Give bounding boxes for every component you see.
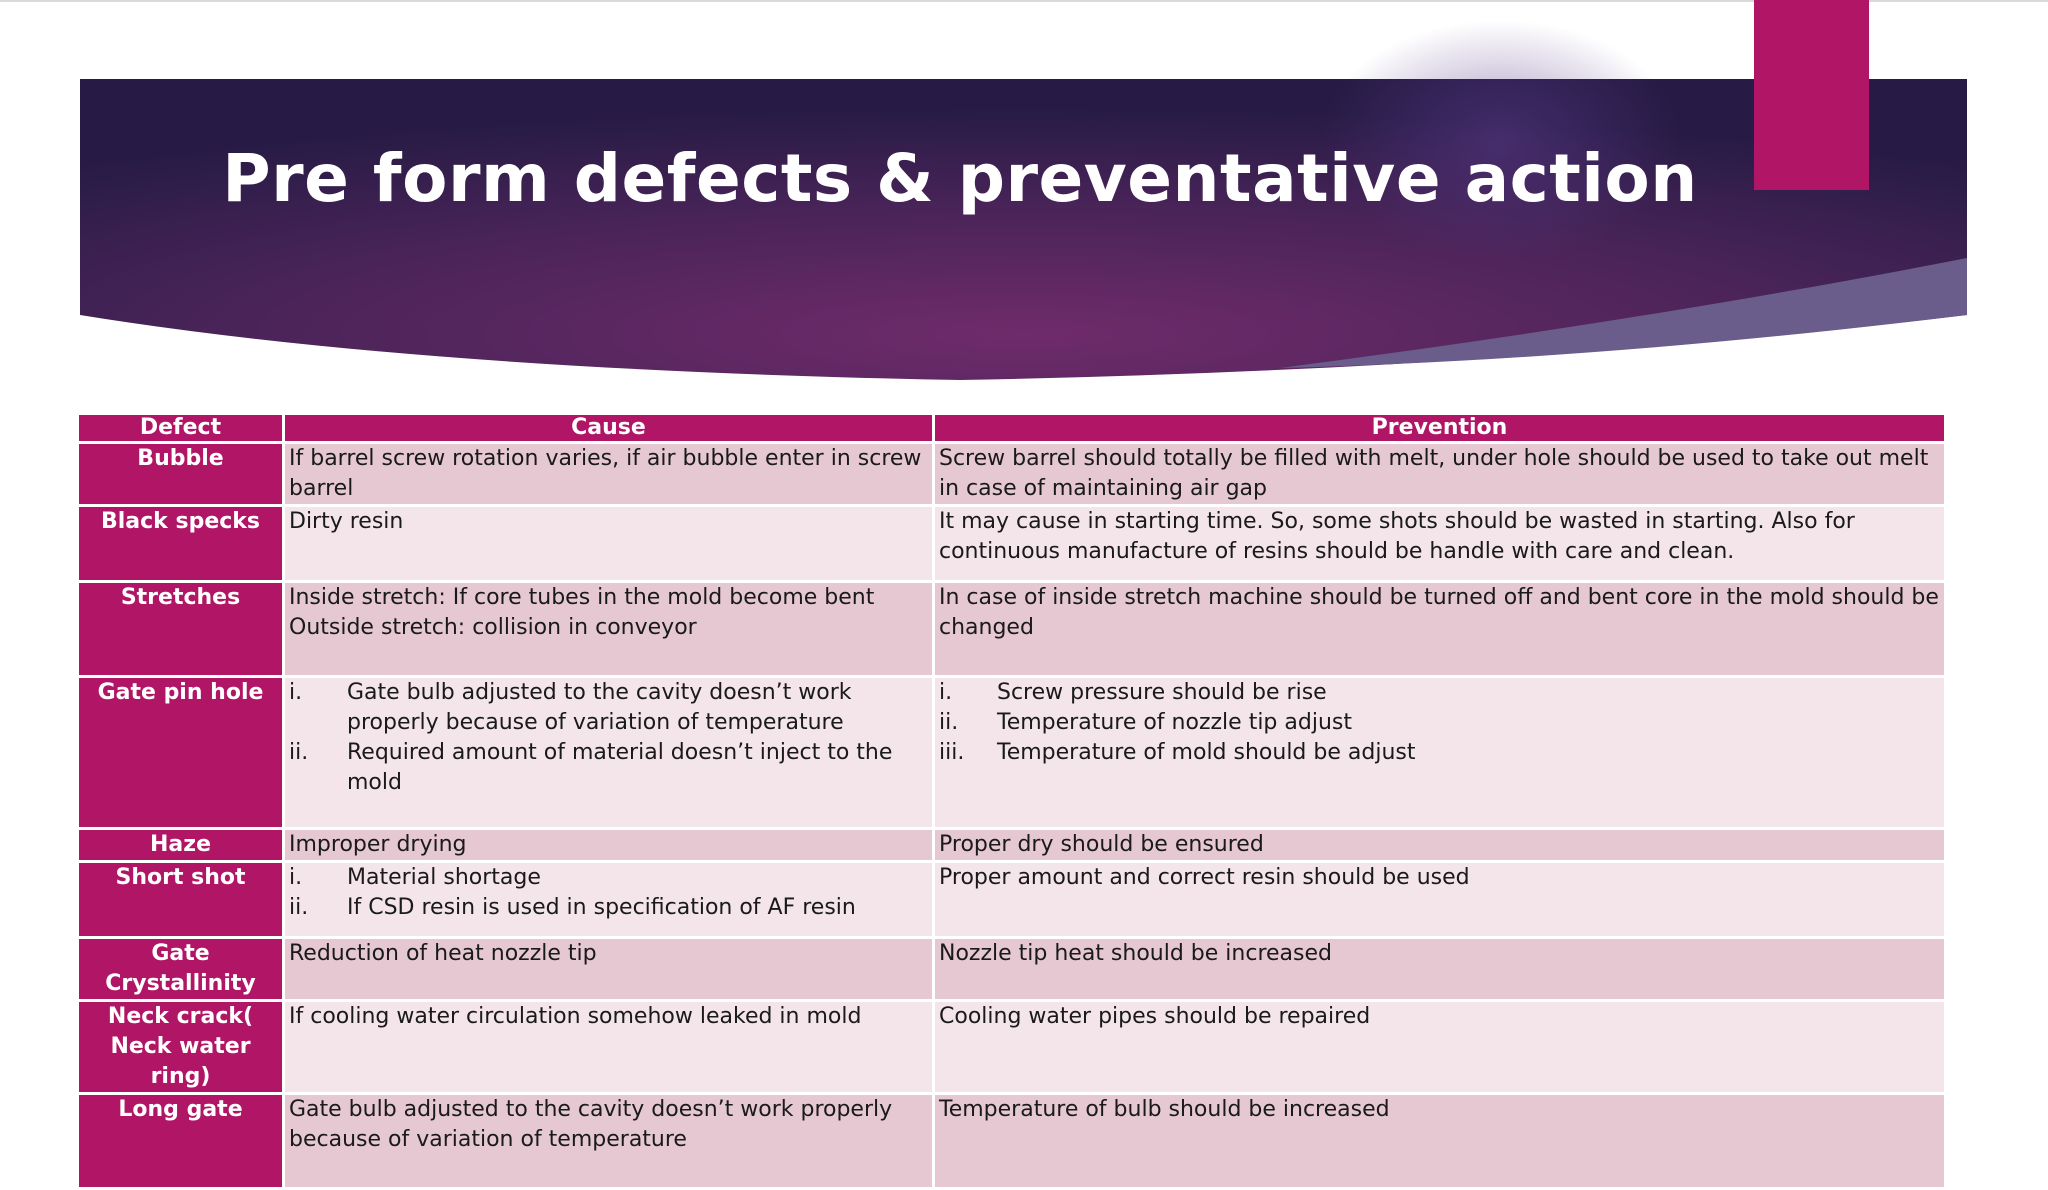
defect-cell: Black specks bbox=[78, 506, 284, 582]
prevention-cell: Screw barrel should totally be filled with melt, under hole should be used to take out melt in case of maintaining air gap bbox=[934, 443, 1946, 506]
prevention-cell: Nozzle tip heat should be increased bbox=[934, 938, 1946, 1001]
cause-cell bbox=[284, 582, 934, 677]
list-number: ii. bbox=[939, 710, 959, 735]
prevention-cell: It may cause in starting time. So, some shots should be wasted in starting. Also for continuous manufacture of resins should be handle with care and clean. bbox=[934, 506, 1946, 582]
defect-cell: Long gate bbox=[78, 1094, 284, 1189]
list-number: ii. bbox=[289, 895, 309, 920]
header-prevention: Prevention bbox=[934, 414, 1946, 443]
defect-cell: Neck crack( Neck water ring) bbox=[78, 1001, 284, 1094]
defect-cell: Bubble bbox=[78, 443, 284, 506]
list-text: Gate bulb adjusted to the cavity doesn’t work properly because of variation of temperature bbox=[347, 680, 852, 735]
list-text: Temperature of nozzle tip adjust bbox=[997, 710, 1352, 735]
defect-cell: Haze bbox=[78, 829, 284, 862]
header-defect: Defect bbox=[78, 414, 284, 443]
cause-cell: Gate bulb adjusted to the cavity doesn’t work properly because of variation of temperature bbox=[284, 1094, 934, 1189]
cause-line: Outside stretch: collision in conveyor bbox=[289, 615, 697, 640]
defect-cell: Stretches bbox=[78, 582, 284, 677]
table-row bbox=[78, 862, 1946, 938]
table-row bbox=[78, 829, 1946, 862]
list-number: i. bbox=[939, 680, 953, 705]
prevention-cell bbox=[934, 677, 1946, 829]
list-item bbox=[289, 893, 928, 923]
defect-cell: Short shot bbox=[78, 862, 284, 938]
cause-cell: Improper drying bbox=[284, 829, 934, 862]
prevention-cell: In case of inside stretch machine should be turned off and bent core in the mold should be changed bbox=[934, 582, 1946, 677]
cause-cell: Dirty resin bbox=[284, 506, 934, 582]
list-text: Material shortage bbox=[347, 865, 541, 890]
prevention-cell: Proper dry should be ensured bbox=[934, 829, 1946, 862]
defect-cell: Gate pin hole bbox=[78, 677, 284, 829]
list-item bbox=[289, 863, 928, 893]
list-number: i. bbox=[289, 680, 303, 705]
table-row bbox=[78, 1094, 1946, 1189]
table-row bbox=[78, 1001, 1946, 1094]
header-cause: Cause bbox=[284, 414, 934, 443]
list-item bbox=[939, 708, 1940, 738]
cause-cell: Reduction of heat nozzle tip bbox=[284, 938, 934, 1001]
list-text: If CSD resin is used in specification of AF resin bbox=[347, 895, 856, 920]
table-row bbox=[78, 677, 1946, 829]
table-row bbox=[78, 506, 1946, 582]
list-number: ii. bbox=[289, 740, 309, 765]
list-number: iii. bbox=[939, 740, 965, 765]
page-title: Pre form defects & preventative action bbox=[222, 140, 1698, 217]
prevention-cell: Temperature of bulb should be increased bbox=[934, 1094, 1946, 1189]
table-row bbox=[78, 443, 1946, 506]
cause-line: Inside stretch: If core tubes in the mold become bent bbox=[289, 585, 875, 610]
cause-cell bbox=[284, 862, 934, 938]
cause-cell bbox=[284, 677, 934, 829]
cause-cell: If barrel screw rotation varies, if air bubble enter in screw barrel bbox=[284, 443, 934, 506]
defect-cell: Gate Crystallinity bbox=[78, 938, 284, 1001]
cause-cell: If cooling water circulation somehow leaked in mold bbox=[284, 1001, 934, 1094]
list-item bbox=[939, 678, 1940, 708]
prevention-cell: Proper amount and correct resin should be used bbox=[934, 862, 1946, 938]
list-item bbox=[289, 678, 928, 738]
list-item bbox=[939, 738, 1940, 768]
list-text: Required amount of material doesn’t inject to the mold bbox=[347, 740, 893, 795]
list-item bbox=[289, 738, 928, 798]
list-text: Screw pressure should be rise bbox=[997, 680, 1327, 705]
table-row bbox=[78, 938, 1946, 1001]
list-number: i. bbox=[289, 865, 303, 890]
defects-table bbox=[76, 412, 1947, 1190]
table-header-row bbox=[78, 414, 1946, 443]
list-text: Temperature of mold should be adjust bbox=[997, 740, 1416, 765]
table-row bbox=[78, 582, 1946, 677]
prevention-cell: Cooling water pipes should be repaired bbox=[934, 1001, 1946, 1094]
